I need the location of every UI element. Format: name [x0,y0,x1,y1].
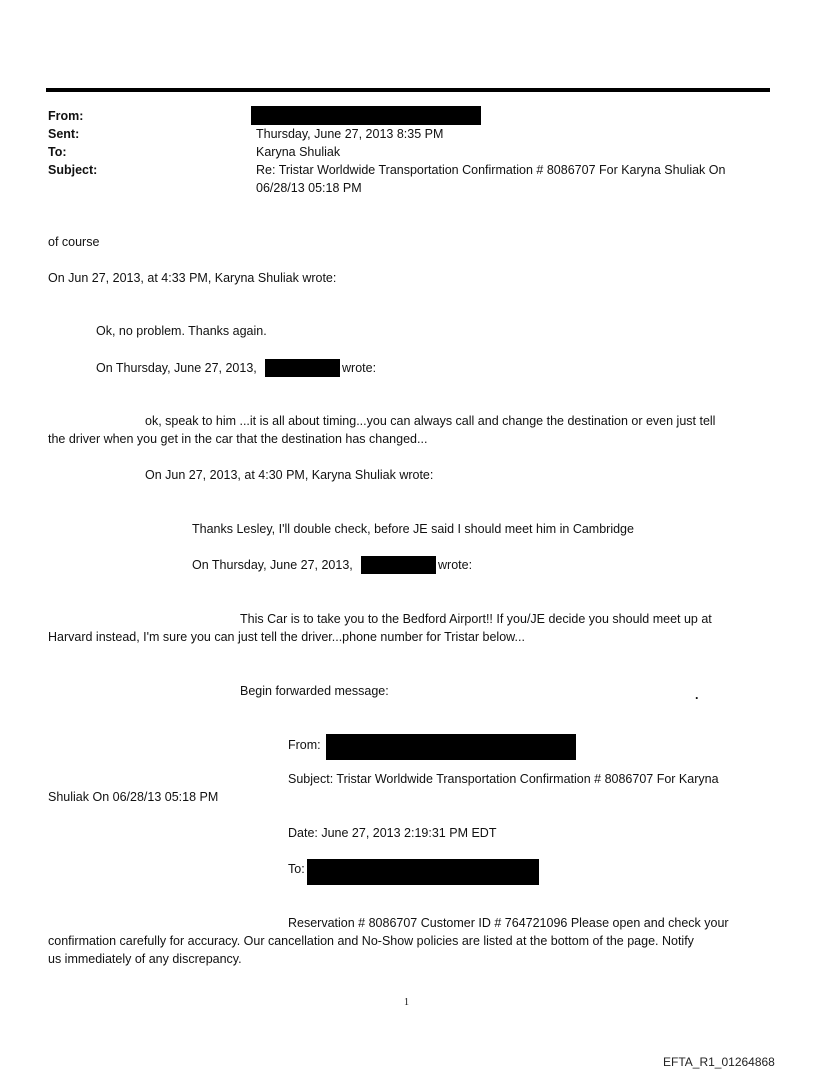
quote4-sender-redaction [361,556,436,574]
stray-mark: . [695,688,699,702]
subject-value-line1: Re: Tristar Worldwide Transportation Confirmation # 8086707 For Karyna Shuliak On [256,163,726,177]
forwarded-heading: Begin forwarded message: [240,684,389,698]
to-label: To: [48,145,67,159]
quote4-line1: This Car is to take you to the Bedford Airport!! If you/JE decide you should meet up at [240,612,712,626]
fwd-to-label: To: [288,862,305,876]
quote4-attribution-pre: On Thursday, June 27, 2013, [192,558,353,572]
from-redaction [251,106,481,125]
fwd-from-label: From: [288,738,321,752]
fwd-date: Date: June 27, 2013 2:19:31 PM EDT [288,826,497,840]
quote2-line2: the driver when you get in the car that the destination has changed... [48,432,428,446]
page-number: 1 [404,997,409,1008]
quote2-line1: ok, speak to him ...it is all about timing...you can always call and change the destination or even just tell [145,414,716,428]
reply-text: of course [48,235,100,249]
sent-label: Sent: [48,127,80,141]
quote3-attribution: On Jun 27, 2013, at 4:30 PM, Karyna Shuliak wrote: [145,468,434,482]
fwd-subject-line2: Shuliak On 06/28/13 05:18 PM [48,790,219,804]
to-value: Karyna Shuliak [256,145,341,159]
reservation-line3: us immediately of any discrepancy. [48,952,242,966]
header-rule [46,88,770,92]
quote2-sender-redaction [265,359,340,377]
quote2-attribution-post: wrote: [342,361,377,375]
fwd-subject-line1: Subject: Tristar Worldwide Transportation Confirmation # 8086707 For Karyna [288,772,719,786]
fwd-from-redaction [326,734,576,760]
quote3-text: Thanks Lesley, I'll double check, before JE said I should meet him in Cambridge [192,522,634,536]
subject-value-line2: 06/28/13 05:18 PM [256,181,362,195]
sent-value: Thursday, June 27, 2013 8:35 PM [256,127,444,141]
quote4-line2: Harvard instead, I'm sure you can just tell the driver...phone number for Tristar below... [48,630,525,644]
quote1-text: Ok, no problem. Thanks again. [96,324,267,338]
from-label: From: [48,109,84,123]
document-id: EFTA_R1_01264868 [663,1055,775,1069]
reservation-line1: Reservation # 8086707 Customer ID # 764721096 Please open and check your [288,916,729,930]
subject-label: Subject: [48,163,98,177]
quote4-attribution-post: wrote: [438,558,473,572]
fwd-to-redaction [307,859,539,885]
quote2-attribution-pre: On Thursday, June 27, 2013, [96,361,257,375]
reservation-line2: confirmation carefully for accuracy. Our cancellation and No-Show policies are listed at the bottom of the page. Notify [48,934,694,948]
quote1-attribution: On Jun 27, 2013, at 4:33 PM, Karyna Shuliak wrote: [48,271,337,285]
